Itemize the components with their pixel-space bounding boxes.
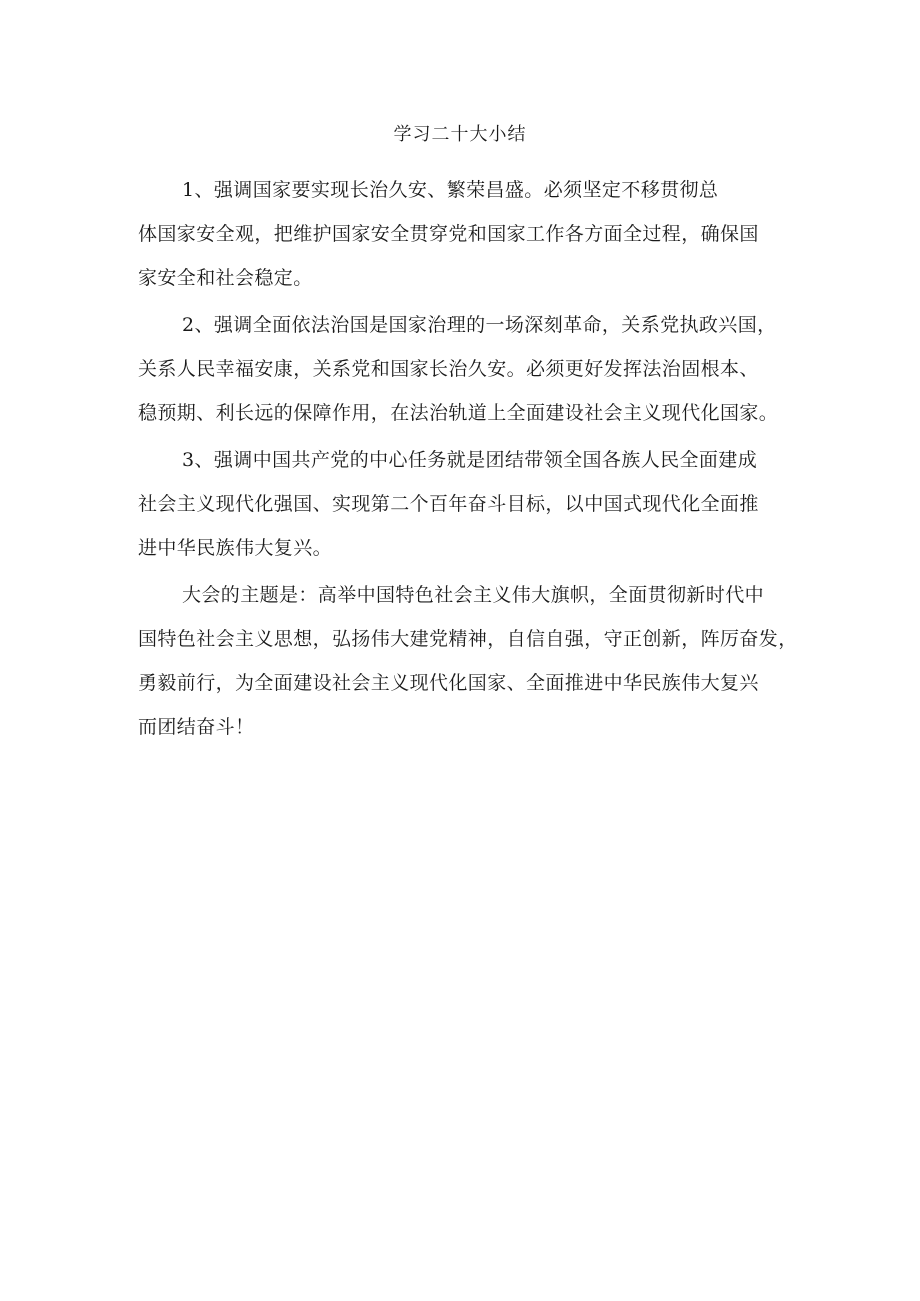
paragraph-line: 社会主义现代化强国、实现第二个百年奋斗目标，以中国式现代化全面推	[138, 493, 759, 515]
paragraph-line: 国特色社会主义思想，弘扬伟大建党精神，自信自强，守正创新，阵厉奋发，	[138, 628, 798, 650]
document-title: 学习二十大小结	[393, 124, 527, 145]
paragraph-1	[138, 173, 798, 305]
paragraph-4	[138, 578, 798, 754]
paragraph-line: 关系人民幸福安康，关系党和国家长治久安。必须更好发挥法治固根本、	[138, 358, 759, 380]
paragraph-line: 大会的主题是：高举中国特色社会主义伟大旗帜，全面贯彻新时代中	[182, 584, 765, 606]
paragraph-line: 2、强调全面依法治国是国家治理的一场深刻革命，关系党执政兴国，	[182, 314, 777, 336]
document-body	[138, 173, 798, 757]
paragraph-line: 进中华民族伟大复兴。	[138, 537, 333, 559]
paragraph-line: 1、强调国家要实现长治久安、繁荣昌盛。必须坚定不移贯彻总	[182, 179, 719, 201]
paragraph-line: 体国家安全观，把维护国家安全贯穿党和国家工作各方面全过程，确保国	[138, 223, 759, 245]
paragraph-line: 3、强调中国共产党的中心任务就是团结带领全国各族人民全面建成	[182, 449, 758, 471]
paragraph-2	[138, 308, 798, 440]
paragraph-line: 而团结奋斗！	[138, 716, 255, 738]
paragraph-line: 勇毅前行，为全面建设社会主义现代化国家、全面推进中华民族伟大复兴	[138, 672, 759, 694]
paragraph-line: 稳预期、利长远的保障作用，在法治轨道上全面建设社会主义现代化国家。	[138, 402, 779, 424]
paragraph-line: 家安全和社会稳定。	[138, 267, 313, 289]
paragraph-3	[138, 443, 798, 575]
